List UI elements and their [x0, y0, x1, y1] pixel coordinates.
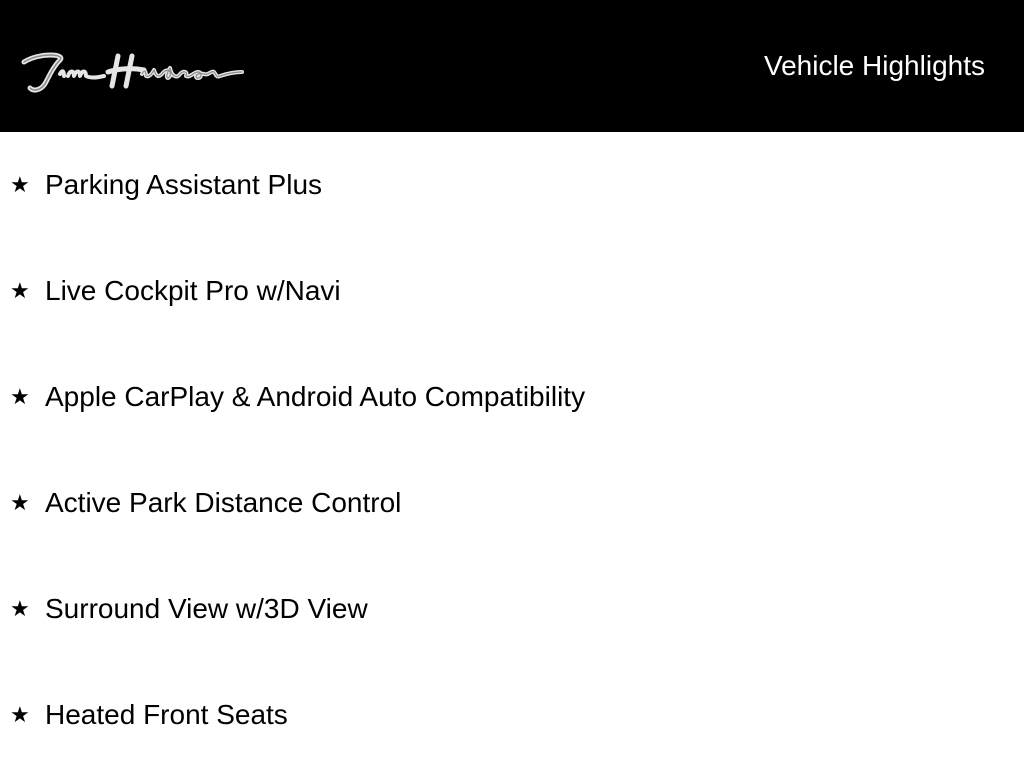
highlight-label: Parking Assistant Plus [45, 169, 323, 200]
star-icon: ★ [10, 384, 30, 409]
highlight-label: Heated Front Seats [45, 699, 288, 730]
dealer-logo [20, 48, 246, 98]
star-icon: ★ [10, 596, 30, 621]
list-item [0, 695, 1024, 735]
list-item [0, 377, 1024, 417]
list-item [0, 483, 1024, 523]
star-icon: ★ [10, 490, 30, 515]
star-icon: ★ [10, 278, 30, 303]
star-icon: ★ [10, 172, 30, 197]
page-title: Vehicle Highlights [763, 50, 985, 81]
list-item [0, 271, 1024, 311]
list-item [0, 165, 1024, 205]
highlight-label: Surround View w/3D View [45, 593, 368, 624]
highlight-label: Live Cockpit Pro w/Navi [45, 275, 341, 306]
star-icon: ★ [10, 702, 30, 727]
highlight-label: Active Park Distance Control [45, 487, 402, 518]
highlight-label: Apple CarPlay & Android Auto Compatibility [45, 381, 586, 412]
list-item [0, 589, 1024, 629]
header-bar [0, 0, 1024, 132]
